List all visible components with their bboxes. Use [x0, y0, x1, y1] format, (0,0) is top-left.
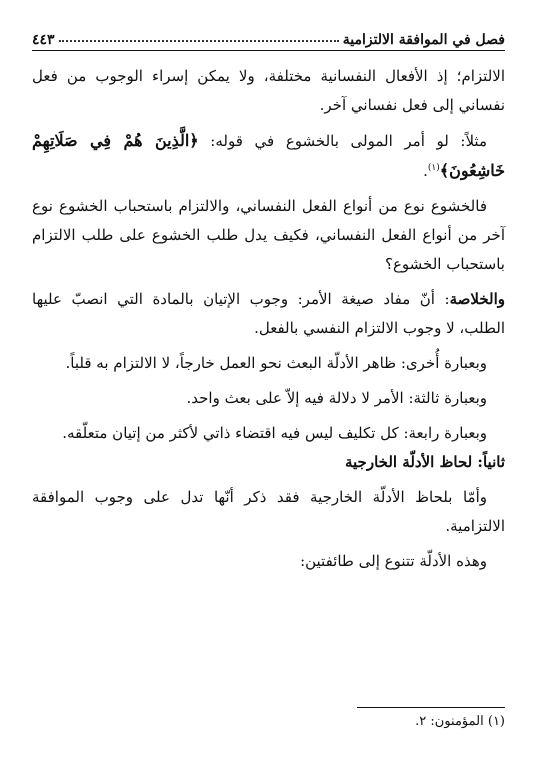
footnote-separator: [357, 707, 505, 708]
summary-text: : أنّ مفاد صيغة الأمر: وجوب الإتيان بالمادة التي انصبّ عليها الطلب، لا وجوب الالتزام النفسي بالفعل.: [32, 290, 505, 337]
paragraph: وبعبارة ثالثة: الأمر لا دلالة فيه إلاّ على بعث واحد.: [186, 389, 487, 407]
summary-label: والخلاصة: [449, 290, 505, 308]
paragraph: وبعبارة رابعة: كل تكليف ليس فيه اقتضاء ذاتي لأكثر من إتيان متعلّقه.: [62, 424, 487, 442]
header-dot-leader: [59, 40, 339, 42]
chapter-title: فصل في الموافقة الالتزامية: [342, 32, 505, 48]
footnote-ref: (١): [427, 163, 440, 173]
quranic-verse: ﴿الَّذِينَ هُمْ فِي صَلَاتِهِمْ خَاشِعُونَ﴾: [32, 131, 505, 180]
paragraph: وبعبارة أُخرى: ظاهر الأدلّة البعث نحو العمل خارجاً، لا الالتزام به قلباً.: [65, 354, 487, 372]
footnote: (١) المؤمنون: ٢.: [415, 714, 505, 729]
running-header: [32, 22, 505, 51]
paragraph-example: [32, 126, 505, 186]
page-body: [32, 62, 505, 576]
example-text: مثلاً: لو أمر المولى بالخشوع في قوله:: [198, 132, 487, 150]
paragraph: وهذه الأدلّة تتنوع إلى طائفتين:: [300, 552, 487, 570]
section-heading: ثانياً: لحاظ الأدلّة الخارجية: [344, 453, 505, 471]
paragraph-summary: [32, 285, 505, 343]
paragraph: وأمّا بلحاظ الأدلّة الخارجية فقد ذكر أنّها تدل على وجوب الموافقة الالتزامية.: [32, 488, 505, 535]
paragraph: الالتزام؛ إذ الأفعال النفسانية مختلفة، ولا يمكن إسراء الوجوب من فعل نفساني إلى فعل نفساني آخر.: [32, 67, 505, 114]
paragraph: فالخشوع نوع من أنواع الفعل النفساني، والالتزام باستحباب الخشوع نوع آخر من أنواع الفعل النفساني، فكيف يدل طلب الخشوع على طلب الالتزام باستحباب الخشوع؟: [32, 197, 505, 273]
example-end: .: [423, 162, 428, 180]
page-number: ٤٤٣: [32, 32, 55, 48]
